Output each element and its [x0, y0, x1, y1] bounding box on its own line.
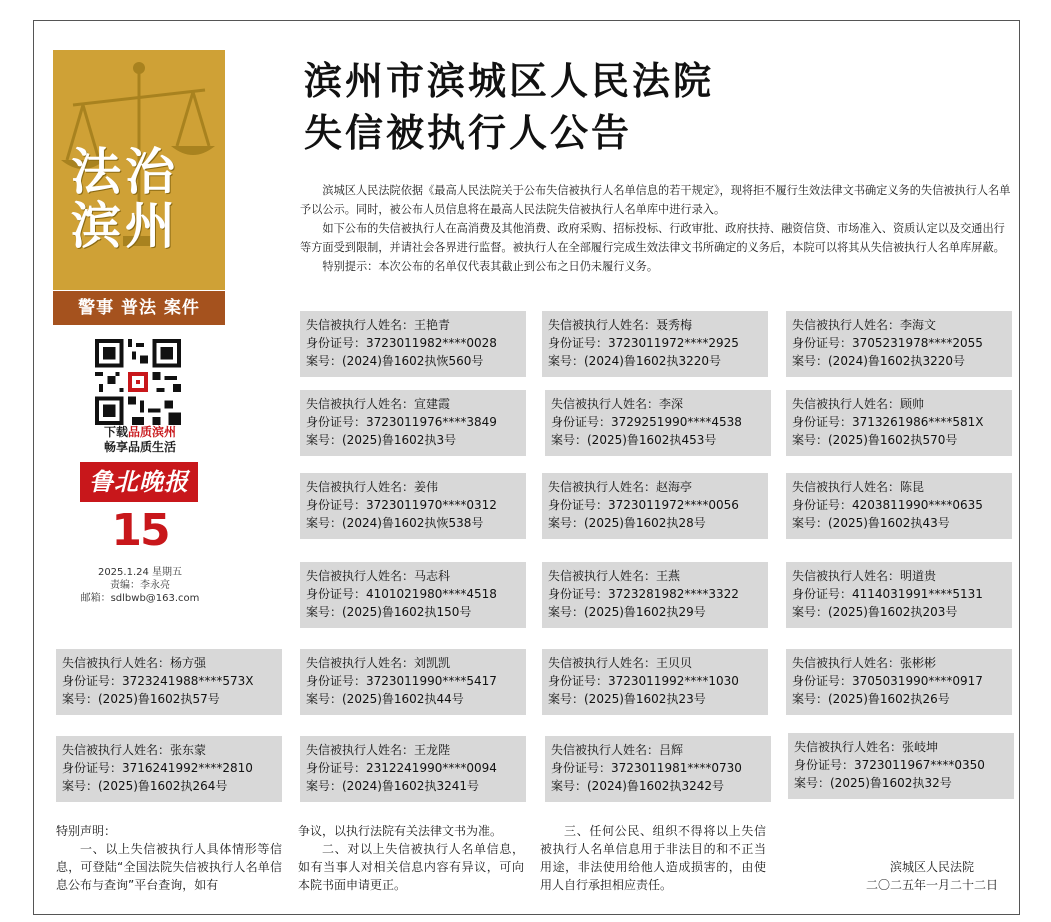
debtor-id: 身份证号：4101021980****4518: [306, 587, 497, 601]
debtor-card: [542, 473, 768, 539]
case-number: 案号：(2025)鲁1602执570号: [792, 433, 958, 447]
issue-date: 2025.1.24 星期五: [97, 567, 183, 578]
intro-paragraph: 特别提示：本次公布的名单仅代表其截止到公布之日仍未履行义务。: [322, 260, 659, 273]
headline: [304, 55, 714, 159]
debtor-card: [786, 649, 1012, 715]
debtor-name: 失信被执行人姓名：杨方强: [62, 656, 207, 670]
debtor-card: [56, 736, 282, 802]
section-title: 法治 滨州: [71, 142, 179, 255]
debtor-card: [56, 649, 282, 715]
section-masthead: [53, 50, 225, 290]
case-number: 案号：(2025)鲁1602执28号: [548, 516, 706, 530]
debtor-id: 身份证号：3713261986****581X: [792, 415, 984, 429]
case-number: 案号：(2025)鲁1602执23号: [548, 692, 706, 706]
debtor-card: [786, 311, 1012, 377]
debtor-id: 身份证号：3723011972****2925: [548, 336, 739, 350]
case-number: 案号：(2025)鲁1602执43号: [792, 516, 950, 530]
footer-clause-1-end: 争议，以执行法院有关法律文书为准。: [298, 824, 503, 838]
debtor-card: [542, 649, 768, 715]
footer-clause-2: 二、对以上失信被执行人名单信息，如有当事人对相关信息内容有异议，可向本院书面申请更正。: [298, 842, 524, 892]
debtor-id: 身份证号：3723011976****3849: [306, 415, 497, 429]
case-number: 案号：(2024)鲁1602执3220号: [548, 354, 721, 368]
debtor-name: 失信被执行人姓名：张岐坤: [794, 740, 939, 754]
case-number: 案号：(2025)鲁1602执26号: [792, 692, 950, 706]
case-number: 案号：(2024)鲁1602执恢538号: [306, 516, 484, 530]
debtor-name: 失信被执行人姓名：陈昆: [792, 480, 925, 494]
debtor-id: 身份证号：3729251990****4538: [551, 415, 742, 429]
page-number: 15: [111, 505, 169, 556]
debtor-card: [542, 562, 768, 628]
footer-col-2: [298, 822, 524, 894]
debtor-card: [786, 473, 1012, 539]
debtor-name: 失信被执行人姓名：宣建霞: [306, 397, 451, 411]
debtor-card: [788, 733, 1014, 799]
debtor-name: 失信被执行人姓名：李海文: [792, 318, 937, 332]
debtor-id: 身份证号：3705231978****2055: [792, 336, 983, 350]
debtor-id: 身份证号：3723281982****3322: [548, 587, 739, 601]
debtor-id: 身份证号：3723011970****0312: [306, 498, 497, 512]
qr-caption-1: 下载品质滨州: [103, 425, 177, 439]
signature-date: 二〇二五年一月二十二日: [865, 878, 998, 892]
debtor-name: 失信被执行人姓名：张彬彬: [792, 656, 937, 670]
case-number: 案号：(2025)鲁1602执29号: [548, 605, 706, 619]
debtor-id: 身份证号：3723011972****0056: [548, 498, 739, 512]
case-number: 案号：(2024)鲁1602执3242号: [551, 779, 724, 793]
case-number: 案号：(2024)鲁1602执恢560号: [306, 354, 484, 368]
debtor-id: 身份证号：3723011967****0350: [794, 758, 985, 772]
debtor-card: [300, 390, 526, 456]
footer-clause-3: 三、任何公民、组织不得将以上失信被执行人名单信息用于非法目的和不正当用途，非法使用给他人造成损害的，由使用人自行承担相应责任。: [540, 824, 766, 892]
debtor-card: [300, 649, 526, 715]
debtor-id: 身份证号：3723011992****1030: [548, 674, 739, 688]
debtor-name: 失信被执行人姓名：王贝贝: [548, 656, 693, 670]
footer-clause-1: 一、以上失信被执行人具体情形等信息，可登陆“全国法院失信被执行人名单信息公布与查询”平台查询，如有: [56, 842, 282, 892]
debtor-id: 身份证号：3723011981****0730: [551, 761, 742, 775]
qr-caption-2: 畅享品质生活: [103, 440, 176, 454]
debtor-id: 身份证号：2312241990****0094: [306, 761, 497, 775]
case-number: 案号：(2025)鲁1602执57号: [62, 692, 220, 706]
debtor-card: [545, 390, 771, 456]
case-number: 案号：(2025)鲁1602执264号: [62, 779, 228, 793]
debtor-card: [786, 390, 1012, 456]
intro-paragraph: 滨城区人民法院依据《最高人民法院关于公布失信被执行人名单信息的若干规定》，现将拒不履行生效法律文书确定义务的失信被执行人名单予以公示。同时，被公布人员信息将在最高人民法院失信被执行人名单库中进行录入。: [300, 184, 1011, 216]
debtor-name: 失信被执行人姓名：赵海亭: [548, 480, 693, 494]
debtor-name: 失信被执行人姓名：王燕: [548, 569, 681, 583]
newspaper-logo: 鲁北晚报: [80, 462, 198, 502]
debtor-card: [786, 562, 1012, 628]
debtor-name: 失信被执行人姓名：姜伟: [306, 480, 439, 494]
case-number: 案号：(2024)鲁1602执3220号: [792, 354, 965, 368]
debtor-id: 身份证号：4203811990****0635: [792, 498, 983, 512]
intro-text: [300, 181, 1012, 276]
debtor-id: 身份证号：3716241992****2810: [62, 761, 253, 775]
footer-col-1: [56, 822, 282, 894]
case-number: 案号：(2025)鲁1602执453号: [551, 433, 717, 447]
debtor-id: 身份证号：3723011990****5417: [306, 674, 497, 688]
debtor-name: 失信被执行人姓名：王龙陛: [306, 743, 451, 757]
debtor-name: 失信被执行人姓名：王艳青: [306, 318, 451, 332]
debtor-id: 身份证号：3723241988****573X: [62, 674, 254, 688]
debtor-name: 失信被执行人姓名：马志科: [306, 569, 451, 583]
footer-col-3: [540, 822, 766, 894]
debtor-name: 失信被执行人姓名：顾帅: [792, 397, 925, 411]
intro-paragraph: 如下公布的失信被执行人在高消费及其他消费、政府采购、招标投标、行政审批、政府扶持、融资信贷、市场准入、资质认定以及交通出行等方面受到限制，并请社会各界进行监督。被执行人在全部履行完成生效法律文书所确定的义务后，本院可以将其从失信被执行人名单库屏蔽。: [300, 222, 1005, 254]
case-number: 案号：(2024)鲁1602执3241号: [306, 779, 479, 793]
headline-line1: 滨州市滨城区人民法院: [304, 58, 715, 103]
debtor-name: 失信被执行人姓名：吕辉: [551, 743, 684, 757]
case-number: 案号：(2025)鲁1602执32号: [794, 776, 952, 790]
debtor-id: 身份证号：3723011982****0028: [306, 336, 497, 350]
debtor-card: [545, 736, 771, 802]
debtor-card: [300, 311, 526, 377]
debtor-name: 失信被执行人姓名：李深: [551, 397, 684, 411]
debtor-name: 失信被执行人姓名：张东蒙: [62, 743, 207, 757]
case-number: 案号：(2025)鲁1602执44号: [306, 692, 464, 706]
headline-line2: 失信被执行人公告: [304, 110, 633, 155]
debtor-card: [300, 736, 526, 802]
debtor-card: [300, 562, 526, 628]
case-number: 案号：(2025)鲁1602执203号: [792, 605, 958, 619]
case-number: 案号：(2025)鲁1602执3号: [306, 433, 457, 447]
case-number: 案号：(2025)鲁1602执150号: [306, 605, 472, 619]
editor-credit: 责编：李永亮: [110, 580, 170, 591]
qr-code-icon[interactable]: [95, 339, 181, 425]
debtor-card: [300, 473, 526, 539]
debtor-card: [542, 311, 768, 377]
debtor-name: 失信被执行人姓名：聂秀梅: [548, 318, 693, 332]
debtor-name: 失信被执行人姓名：刘凯凯: [306, 656, 451, 670]
signature-org: 滨城区人民法院: [889, 860, 974, 874]
section-tags: 警事 普法 案件: [53, 291, 225, 325]
debtor-id: 身份证号：4114031991****5131: [792, 587, 983, 601]
debtor-name: 失信被执行人姓名：明道贵: [792, 569, 937, 583]
debtor-id: 身份证号：3705031990****0917: [792, 674, 983, 688]
footer-heading: 特别声明：: [56, 824, 117, 838]
contact-email: 邮箱：sdlbwb@163.com: [80, 593, 200, 604]
